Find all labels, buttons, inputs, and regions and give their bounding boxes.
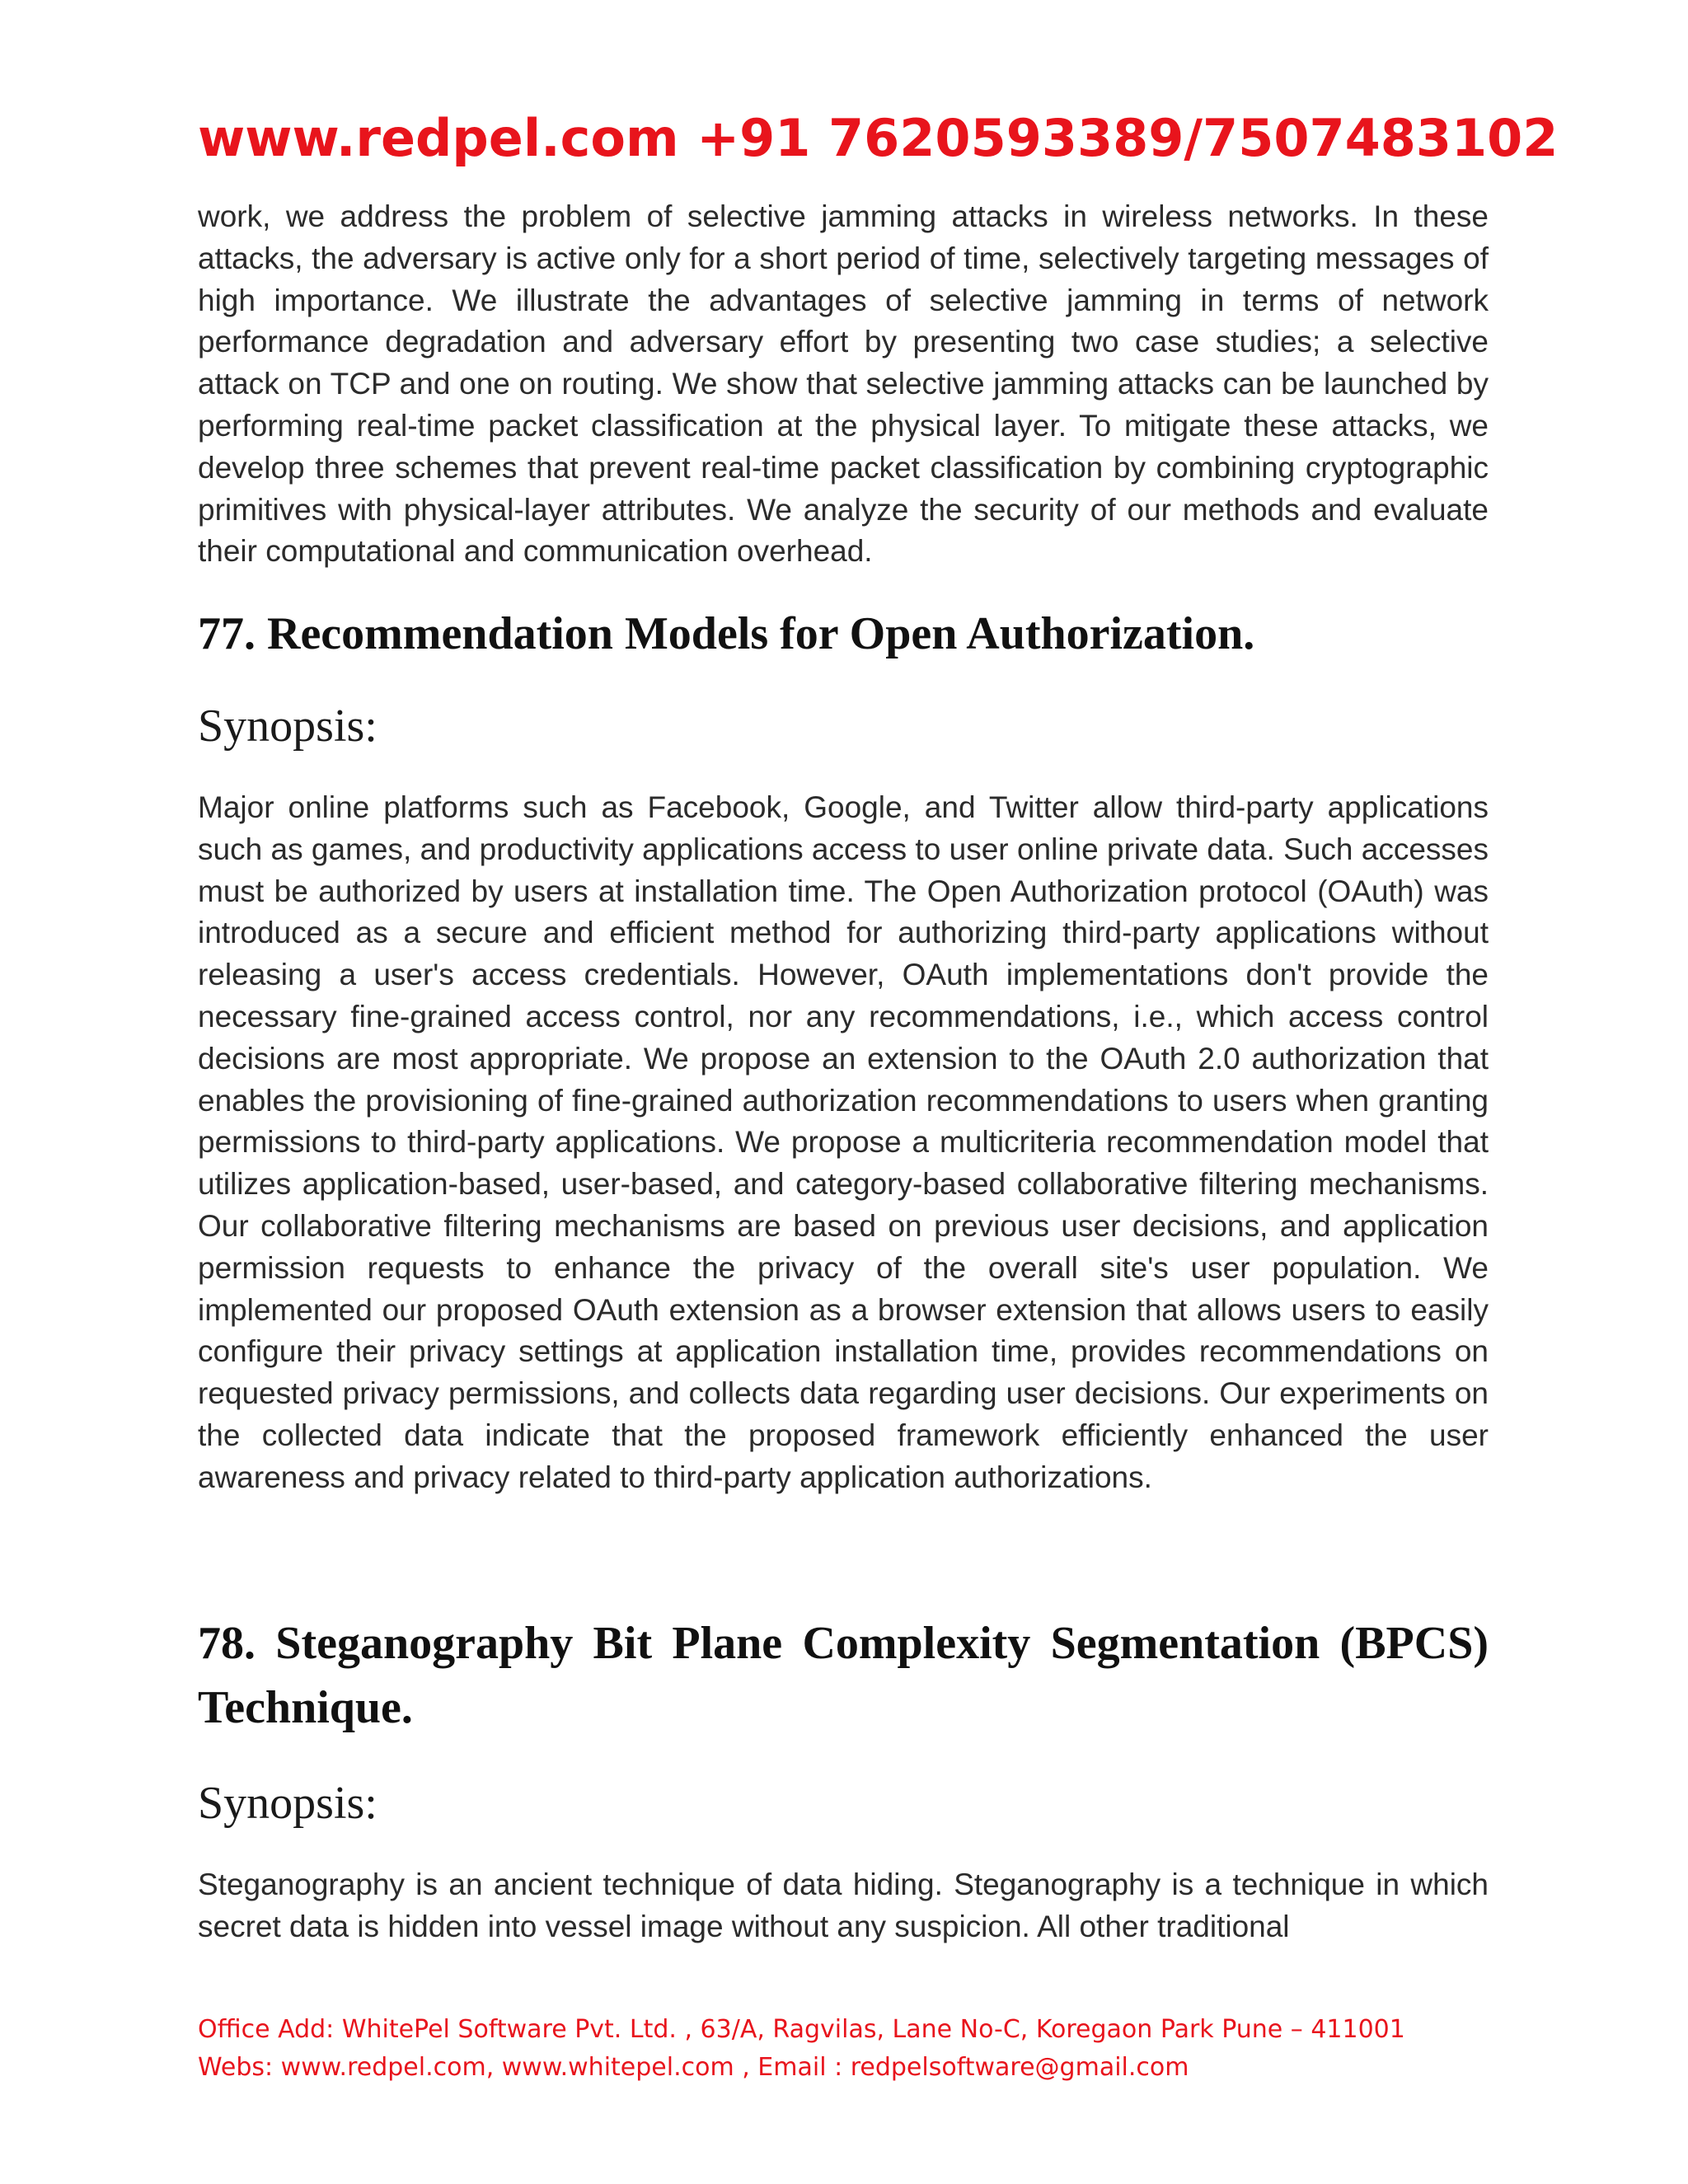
section-78-heading-line1 <box>198 1611 1489 1740</box>
intro-paragraph: work, we address the problem of selective jamming attacks in wireless networks. In these attacks, the adversary is active only for a short period of time, selectively targeting messages of high importance. We illustrate the advantages of selective jamming in terms of network performance degradation and adversary effort by presenting two case studies; a selective attack on TCP and one on routing. We show that selective jamming attacks can be launched by performing real-time packet classification at the physical layer. To mitigate these attacks, we develop three schemes that prevent real-time packet classification by combining cryptographic primitives with physical-layer attributes. We analyze the security of our methods and evaluate their computational and communication overhead. <box>198 199 1489 569</box>
header-contact-title: www.redpel.com +91 7620593389/7507483102 <box>198 108 1559 168</box>
section-78-body: Steganography is an ancient technique of data hiding. Steganography is a technique in which secret data is hidden into vessel image without any suspicion. All other traditional <box>198 1868 1489 1943</box>
section-77-heading: 77. Recommendation Models for Open Authorization. <box>198 608 1255 659</box>
section-78-heading: 78. Steganography Bit Plane Complexity Segmentation (BPCS) Technique. <box>198 1618 1489 1733</box>
footer-contact: Webs: www.redpel.com, www.whitepel.com , Email : redpelsoftware@gmail.com <box>198 2053 1189 2082</box>
footer-address: Office Add: WhitePel Software Pvt. Ltd. , 63/A, Ragvilas, Lane No-C, Koregaon Park Pune – 411001 <box>198 2015 1405 2044</box>
section-77-synopsis-label: Synopsis: <box>198 701 377 752</box>
section-78-synopsis-label: Synopsis: <box>198 1778 377 1829</box>
section-77-body: Major online platforms such as Facebook, Google, and Twitter allow third-party applications such as games, and productivity applications access to user online private data. Such accesses must be authorized by users at installation time. The Open Authorization protocol (OAuth) was introduced as a secure and efficient method for authorizing third-party applications without releasing a user's access credentials. However, OAuth implementations don't provide the necessary fine-grained access control, nor any recommendations, i.e., which access control decisions are most appropriate. We propose an extension to the OAuth 2.0 authorization that enables the provisioning of fine-grained authorization recommendations to users when granting permissions to third-party applications. We propose a multicriteria recommendation model that utilizes application-based, user-based, and category-based collaborative filtering mechanisms. Our collaborative filtering mechanisms are based on previous user decisions, and application permission requests to enhance the privacy of the overall site's user population. We implemented our proposed OAuth extension as a browser extension that allows users to easily configure their privacy settings at application installation time, provides recommendations on requested privacy permissions, and collects data regarding user decisions. Our experiments on the collected data indicate that the proposed framework efficiently enhanced the user awareness and privacy related to third-party application authorizations. <box>198 790 1489 1494</box>
